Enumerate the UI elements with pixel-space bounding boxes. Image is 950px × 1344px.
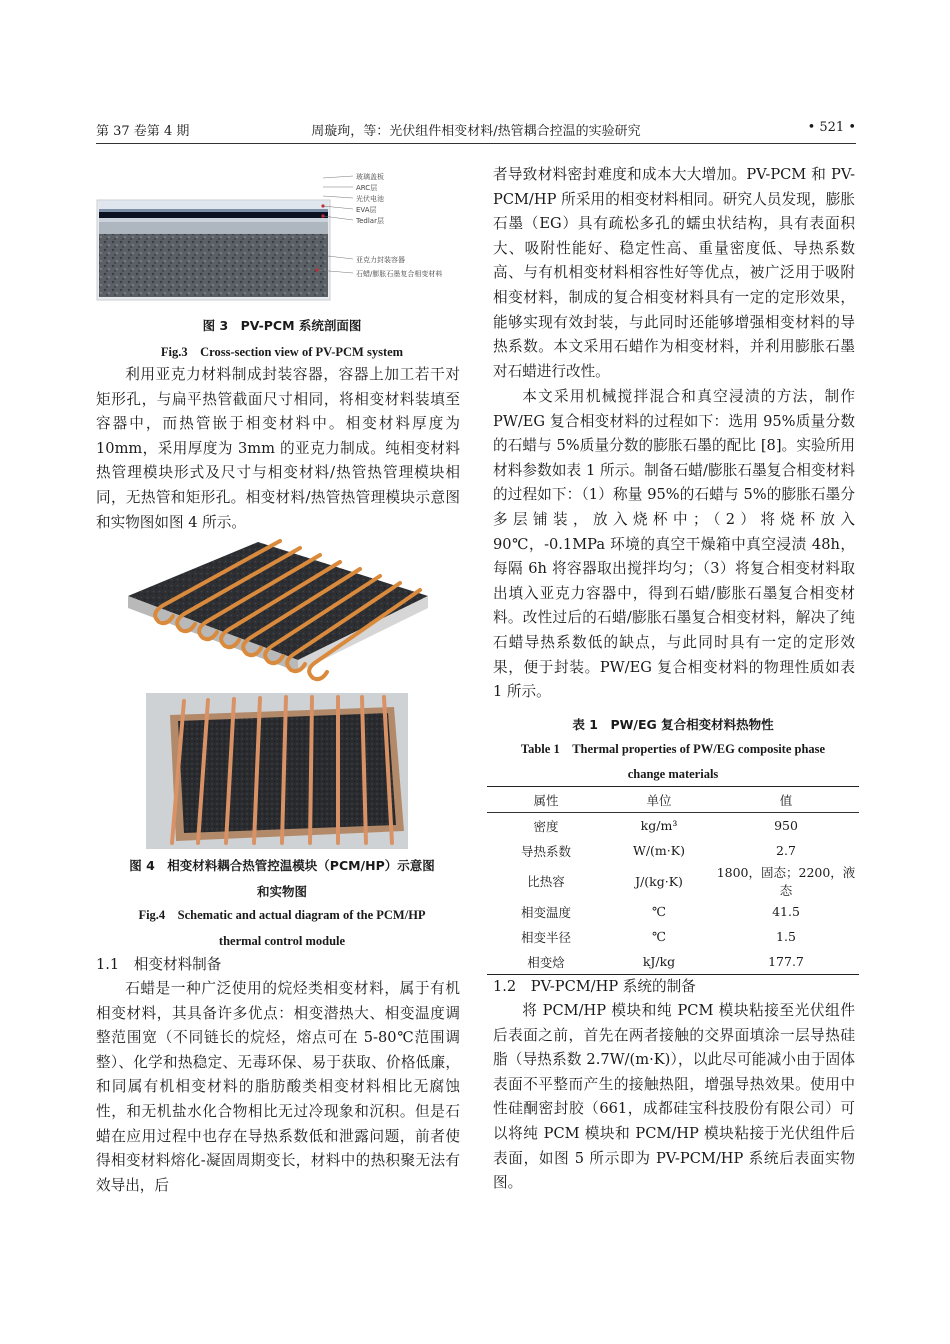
header-page-number: • 521 • xyxy=(807,120,856,135)
table-cell: W/(m·K) xyxy=(633,843,685,858)
table-header-row xyxy=(487,787,859,813)
table-cell: 41.5 xyxy=(772,904,800,919)
column-header: 单位 xyxy=(605,787,713,813)
table-cell: 950 xyxy=(774,818,798,833)
pcm-hp-schematic xyxy=(122,536,434,686)
running-header xyxy=(96,120,856,142)
table-cell: ℃ xyxy=(652,904,666,919)
header-rule xyxy=(96,143,856,144)
header-volume: 第 37 卷第 4 期 xyxy=(96,124,190,139)
layer-label: EVA层 xyxy=(356,206,377,214)
paragraph-text: 将 PCM/HP 模块和纯 PCM 模块粘接至光伏组件后表面之前，首先在两者接触的交界面填涂一层导热硅脂（导热系数 2.7W/(m·K)），以此尽可能减小由于固体表面不平整而产生的接触热阻，增强导热效果。使用中性硅酮密封胶（661，成都硅宝科技股份有限公司）可以将纯 PCM 模块和 PCM/HP 模块粘接于光伏组件后表面，如图 5 所示即为 PV-PCM/HP 系统后表面实物图。 xyxy=(493,1002,855,1192)
table-row xyxy=(487,813,859,839)
tedlar-layer xyxy=(99,222,328,234)
figure-4-photo xyxy=(146,693,408,849)
table-cell: ℃ xyxy=(652,929,666,944)
layer-label: 玻璃盖板 xyxy=(356,173,384,181)
table-cell: 导热系数 xyxy=(520,843,571,859)
figure-3-cross-section xyxy=(95,168,465,303)
left-paragraph-1 xyxy=(96,363,460,535)
table-cell: 密度 xyxy=(533,818,559,834)
table-row xyxy=(487,863,859,899)
section-heading-1-2: 1.2 PV-PCM/HP 系统的制备 xyxy=(493,978,696,995)
figure-3-caption-cn: 图 3 PV-PCM 系统剖面图 xyxy=(202,318,362,333)
figure-4-caption-en xyxy=(96,902,468,954)
caption-line: Fig.4 Schematic and actual diagram of the PCM/HP xyxy=(138,908,426,922)
table-cell: 1.5 xyxy=(776,929,796,944)
table-cell: 2.7 xyxy=(776,843,796,858)
table-1 xyxy=(487,786,859,975)
figure-4-schematic xyxy=(122,536,434,686)
table-1-caption-cn: 表 1 PW/EG 复合相变材料热物性 xyxy=(572,717,774,732)
layer-label: 石蜡/膨胀石墨复合相变材料 xyxy=(356,270,443,278)
eva-layer xyxy=(99,218,328,222)
paragraph-text: 利用亚克力材料制成封装容器，容器上加工若干对矩形孔，与扁平热管截面尺寸相同，将相变材料装填至容器中，而热管嵌于相变材料中。相变材料厚度为 10mm，采用厚度为 3mm 的亚克力制成。纯相变材料热管理模块形式及尺寸与相变材料/热管热管理模块相同，无热管和矩形孔。相变材料/热管热管理模块示意图和实物图如图 4 所示。 xyxy=(96,366,460,531)
figure-4-caption-cn xyxy=(96,853,468,905)
table-row xyxy=(487,924,859,949)
table-cell: kJ/kg xyxy=(642,954,676,969)
right-paragraph-1 xyxy=(493,163,855,384)
arc-layer xyxy=(99,209,328,212)
layer-label: 亚克力封装容器 xyxy=(356,256,405,264)
caption-line: Table 1 Thermal properties of PW/EG composite phase xyxy=(520,742,826,756)
pcm-hp-photo xyxy=(146,693,408,849)
figure-3-caption-en: Fig.3 Cross-section view of PV-PCM system xyxy=(160,345,404,359)
table-cell: J/(kg·K) xyxy=(635,873,683,889)
table-cell: kg/m³ xyxy=(640,818,678,833)
table-1-caption-en xyxy=(486,737,860,787)
table-cell: 1800，固态；2200，液态 xyxy=(716,865,856,898)
left-paragraph-2 xyxy=(96,977,460,1198)
caption-line: thermal control module xyxy=(218,934,346,948)
right-paragraph-2 xyxy=(493,385,855,705)
table-cell: 相变温度 xyxy=(520,904,571,920)
table-cell: 比热容 xyxy=(527,874,565,889)
layer-label: 光伏电池 xyxy=(356,195,384,203)
caption-line: 图 4 相变材料耦合热管控温模块（PCM/HP）示意图 xyxy=(129,858,435,873)
paragraph-text: 石蜡是一种广泛使用的烷烃类相变材料，属于有机相变材料，其具备许多优点：相变潜热大、相变温度调整范围宽（不同链长的烷烃，熔点可在 5-80℃范围调整）、化学和热稳定、无毒环保、易于获取、价格低廉，和同属有机相变材料的脂肪酸类相变材料相比无腐蚀性，和无机盐水化合物相比无过冷现象和沉积。但是石蜡在应用过程中也存在导热系数低和泄露问题，前者使得相变材料熔化-凝固周期变长，材料中的热积聚无法有效导出，后 xyxy=(96,980,460,1194)
table-cell: 177.7 xyxy=(768,954,804,969)
cross-section-diagram xyxy=(95,168,465,303)
pv-cell-layer xyxy=(99,212,328,218)
header-title: 周璇珣，等：光伏组件相变材料/热管耦合控温的实验研究 xyxy=(311,124,641,139)
right-paragraph-3 xyxy=(493,999,855,1196)
layer-label: ARC层 xyxy=(356,184,378,192)
column-header: 值 xyxy=(713,787,859,813)
properties-table xyxy=(487,786,859,975)
table-cell: 相变焓 xyxy=(527,954,565,970)
column-header: 属性 xyxy=(487,787,605,813)
table-row xyxy=(487,838,859,863)
glass-layer xyxy=(99,201,328,209)
paragraph-text: 者导致材料密封难度和成本大大增加。PV-PCM 和 PV-PCM/HP 所采用的相变材料相同。研究人员发现，膨胀石墨（EG）具有疏松多孔的蠕虫状结构，具有表面积大、吸附性能好、稳定性高、重量密度低、导热系数高、与有机相变材料相容性好等优点，被广泛用于吸附相变材料，制成的复合相变材料具有一定的定形效果，能够实现有效封装，与此同时还能够增强相变材料的导热系数。本文采用石蜡作为相变材料，并利用膨胀石墨对石蜡进行改性。 xyxy=(493,166,855,380)
layer-label: Tedlar层 xyxy=(356,217,384,225)
caption-line: 和实物图 xyxy=(256,884,307,899)
heat-pipe xyxy=(310,697,312,843)
caption-line: change materials xyxy=(627,767,719,781)
table-row xyxy=(487,899,859,924)
table-row xyxy=(487,949,859,975)
pcm-composite-layer xyxy=(99,234,328,297)
paragraph-text: 本文采用机械搅拌混合和真空浸渍的方法，制作 PW/EG 复合相变材料的过程如下：选用 95%质量分数的石蜡与 5%质量分数的膨胀石墨的配比 [8]。实验所用材料参数如表 1 所示。制备石蜡/膨胀石墨复合相变材料的过程如下：（1）称量 95%的石蜡与 5%的膨胀石墨分多层铺装，放入烧杯中；（2）将烧杯放入 90℃，-0.1MPa 环境的真空干燥箱中真空浸渍 48h，每隔 6h 将容器取出搅拌均匀；（3）将复合相变材料取出填入亚克力容器中，得到石蜡/膨胀石墨复合相变材料。改性过后的石蜡/膨胀石墨复合相变材料，解决了纯石蜡导热系数低的缺点，与此同时具有一定的定形效果，便于封装。PW/EG 复合相变材料的物理性质如表 1 所示。 xyxy=(493,388,855,701)
section-heading-1-1: 1.1 相变材料制备 xyxy=(96,956,222,973)
table-cell: 相变半径 xyxy=(520,929,571,945)
